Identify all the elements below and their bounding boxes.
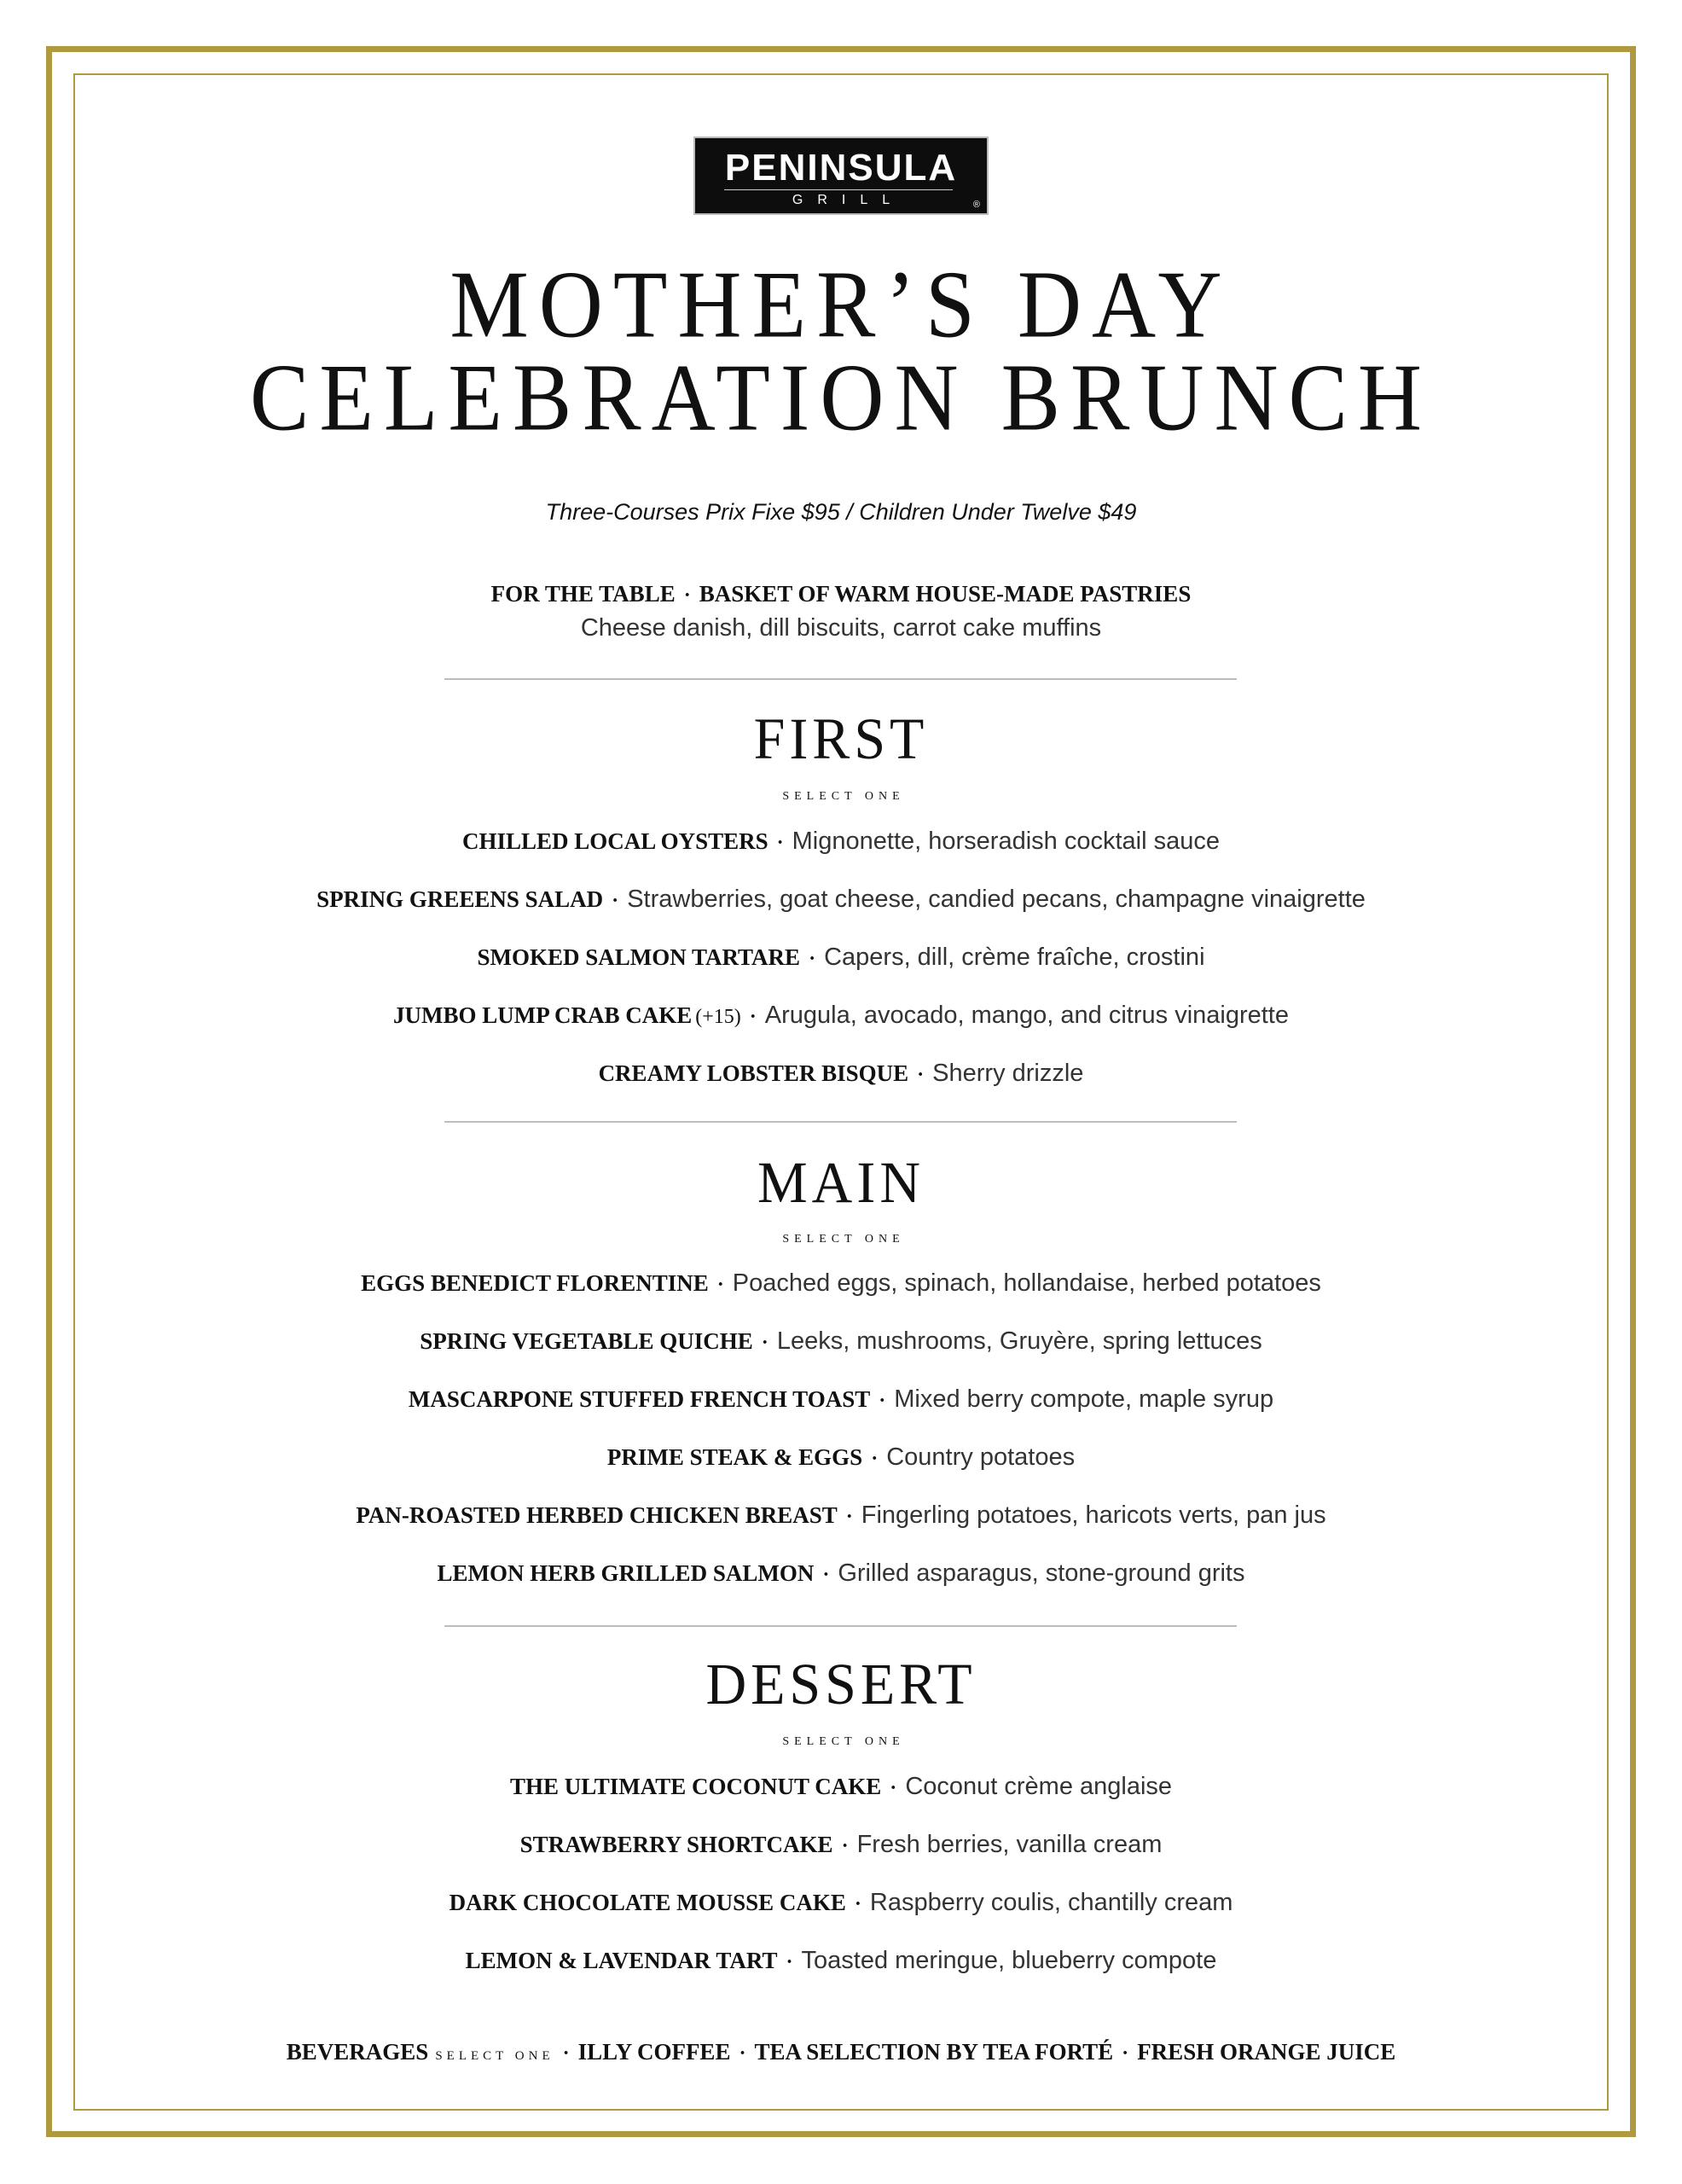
separator-dot: ·: [841, 1835, 849, 1857]
beverages-label: BEVERAGES: [286, 2039, 429, 2065]
menu-item-description: Strawberries, goat cheese, candied pecans, champagne vinaigrette: [627, 886, 1366, 913]
menu-item-description: Sherry drizzle: [932, 1060, 1084, 1087]
separator-dot: ·: [739, 2042, 746, 2065]
section-subtitle-dessert: SELECT ONE: [782, 1735, 905, 1748]
menu-item: [0, 1440, 1682, 1478]
menu-item-name: LEMON HERB GRILLED SALMON: [437, 1560, 815, 1586]
menu-item-name: SPRING GREEENS SALAD: [316, 886, 604, 912]
separator-dot: ·: [854, 1893, 861, 1915]
menu-item-name: MASCARPONE STUFFED FRENCH TOAST: [408, 1386, 871, 1412]
for-the-table-description: Cheese danish, dill biscuits, carrot cake muffins: [580, 614, 1102, 642]
pricing-line: Three-Courses Prix Fixe $95 / Children Under Twelve $49: [545, 499, 1137, 525]
for-the-table-description-row: [0, 611, 1682, 649]
menu-item-description: Poached eggs, spinach, hollandaise, herbed potatoes: [732, 1269, 1321, 1297]
menu-item-description: Country potatoes: [886, 1443, 1076, 1471]
menu-item-name: THE ULTIMATE COCONUT CAKE: [509, 1774, 882, 1799]
separator-dot: ·: [845, 1506, 853, 1528]
beverage-item: TEA SELECTION BY TEA FORTÉ: [754, 2039, 1114, 2065]
menu-item: [0, 1556, 1682, 1594]
menu-item: [0, 1769, 1682, 1808]
menu-item-description: Raspberry coulis, chantilly cream: [869, 1889, 1233, 1916]
menu-item: [0, 1943, 1682, 1982]
menu-item-name: STRAWBERRY SHORTCAKE: [519, 1832, 833, 1857]
menu-item: [0, 1382, 1682, 1420]
section-title-main: MAIN: [757, 1150, 925, 1216]
separator-dot: ·: [1122, 2042, 1129, 2065]
separator-dot: ·: [716, 1274, 724, 1296]
menu-item-description: Coconut crème anglaise: [905, 1773, 1173, 1800]
section-subtitle-first: SELECT ONE: [782, 790, 905, 803]
beverage-item: ILLY COFFEE: [577, 2039, 731, 2065]
separator-dot: ·: [879, 1390, 886, 1412]
separator-dot: ·: [786, 1951, 793, 1973]
menu-item: [0, 1498, 1682, 1536]
menu-item: [0, 1056, 1682, 1095]
menu-item: [0, 1266, 1682, 1304]
menu-item-name: SMOKED SALMON TARTARE: [477, 944, 801, 970]
page-title-line-1: MOTHER’S DAY: [450, 252, 1232, 358]
registered-mark: ®: [972, 200, 980, 210]
menu-item: [0, 1827, 1682, 1866]
page-title-line-2: CELEBRATION BRUNCH: [249, 345, 1433, 451]
menu-item-description: Fresh berries, vanilla cream: [856, 1831, 1163, 1858]
menu-item: [0, 824, 1682, 863]
menu-item-name: JUMBO LUMP CRAB CAKE: [393, 1002, 693, 1028]
divider: [444, 1625, 1237, 1627]
separator-dot: ·: [822, 1564, 830, 1586]
separator-dot: ·: [761, 1332, 768, 1354]
menu-item-description: Grilled asparagus, stone-ground grits: [838, 1560, 1245, 1587]
for-the-table-label: FOR THE TABLE: [490, 581, 676, 607]
separator-dot: ·: [683, 584, 691, 607]
menu-item: [0, 998, 1682, 1037]
separator-dot: ·: [562, 2042, 570, 2065]
divider: [444, 678, 1237, 680]
separator-dot: ·: [612, 890, 619, 912]
beverages-subtitle: SELECT ONE: [435, 2049, 554, 2063]
logo-subtitle: GRILL: [792, 193, 905, 207]
menu-item: [0, 1885, 1682, 1924]
menu-item-name: DARK CHOCOLATE MOUSSE CAKE: [449, 1890, 846, 1915]
menu-item-description: Mixed berry compote, maple syrup: [894, 1385, 1274, 1413]
menu-item-description: Fingerling potatoes, haricots verts, pan jus: [861, 1502, 1326, 1529]
separator-dot: ·: [776, 832, 784, 854]
menu-item-name: CHILLED LOCAL OYSTERS: [462, 828, 768, 854]
menu-item-name: PRIME STEAK & EGGS: [606, 1444, 863, 1470]
logo-wordmark: PENINSULA: [724, 147, 958, 189]
for-the-table-item: BASKET OF WARM HOUSE-MADE PASTRIES: [699, 581, 1192, 607]
menu-item-description: Arugula, avocado, mango, and citrus vinaigrette: [764, 1002, 1289, 1029]
menu-item-description: Toasted meringue, blueberry compote: [801, 1947, 1217, 1974]
logo-rule: [724, 189, 953, 190]
for-the-table-heading: [0, 577, 1682, 615]
menu-item-description: Leeks, mushrooms, Gruyère, spring lettuces: [776, 1327, 1262, 1355]
menu-item-surcharge: (+15): [695, 1006, 741, 1028]
menu-item-name: CREAMY LOBSTER BISQUE: [598, 1060, 909, 1086]
menu-item: [0, 940, 1682, 979]
menu-item-name: LEMON & LAVENDAR TART: [465, 1948, 778, 1973]
menu-item-name: PAN-ROASTED HERBED CHICKEN BREAST: [356, 1502, 838, 1528]
menu-item: [0, 882, 1682, 921]
section-title-first: FIRST: [753, 706, 929, 772]
separator-dot: ·: [749, 1006, 757, 1028]
divider: [444, 1121, 1237, 1123]
separator-dot: ·: [890, 1777, 897, 1799]
menu-item-description: Capers, dill, crème fraîche, crostini: [824, 944, 1205, 971]
menu-item: [0, 1324, 1682, 1362]
separator-dot: ·: [917, 1064, 925, 1086]
section-title-dessert: DESSERT: [705, 1652, 977, 1717]
beverage-item: FRESH ORANGE JUICE: [1137, 2039, 1396, 2065]
peninsula-grill-logo: [693, 136, 989, 215]
menu-item-description: Mignonette, horseradish cocktail sauce: [792, 828, 1220, 855]
section-subtitle-main: SELECT ONE: [782, 1233, 905, 1246]
menu-item-name: SPRING VEGETABLE QUICHE: [420, 1328, 753, 1354]
separator-dot: ·: [809, 948, 816, 970]
menu-item-name: EGGS BENEDICT FLORENTINE: [361, 1270, 709, 1296]
beverages-line: [0, 2035, 1682, 2073]
separator-dot: ·: [871, 1448, 879, 1470]
